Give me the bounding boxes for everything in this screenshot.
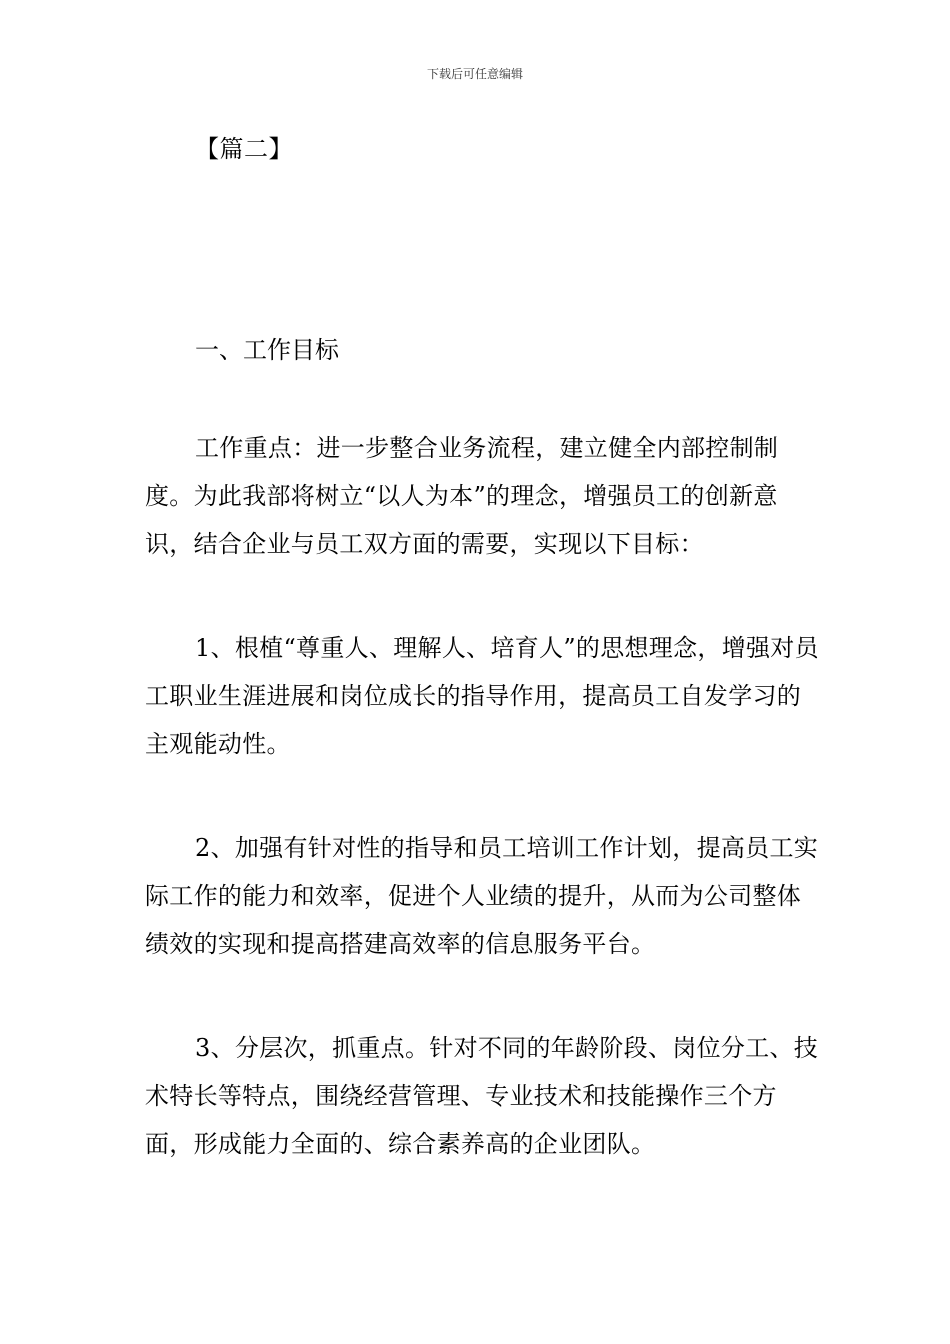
paragraph-goal-3: 3、分层次，抓重点。针对不同的年龄阶段、岗位分工、技术特长等特点，围绕经营管理、专业技术和技能操作三个方面，形成能力全面的、综合素养高的企业团队。 bbox=[145, 1034, 819, 1158]
paragraph-goal-2: 2、加强有针对性的指导和员工培训工作计划，提高员工实际工作的能力和效率，促进个人业绩的提升，从而为公司整体绩效的实现和提高搭建高效率的信息服务平台。 bbox=[145, 834, 819, 958]
section-heading: 一、工作目标 bbox=[195, 336, 339, 364]
paragraph-goal-1: 1、根植“尊重人、理解人、培育人”的思想理念，增强对员工职业生涯进展和岗位成长的指导作用，提高员工自发学习的主观能动性。 bbox=[145, 634, 819, 758]
header-note: 下载后可任意编辑 bbox=[426, 67, 523, 81]
paragraph-work-focus: 工作重点：进一步整合业务流程，建立健全内部控制制度。为此我部将树立“以人为本”的理念，增强员工的创新意识，结合企业与员工双方面的需要，实现以下目标： bbox=[145, 434, 779, 558]
section-tag: 【篇二】 bbox=[195, 135, 293, 163]
